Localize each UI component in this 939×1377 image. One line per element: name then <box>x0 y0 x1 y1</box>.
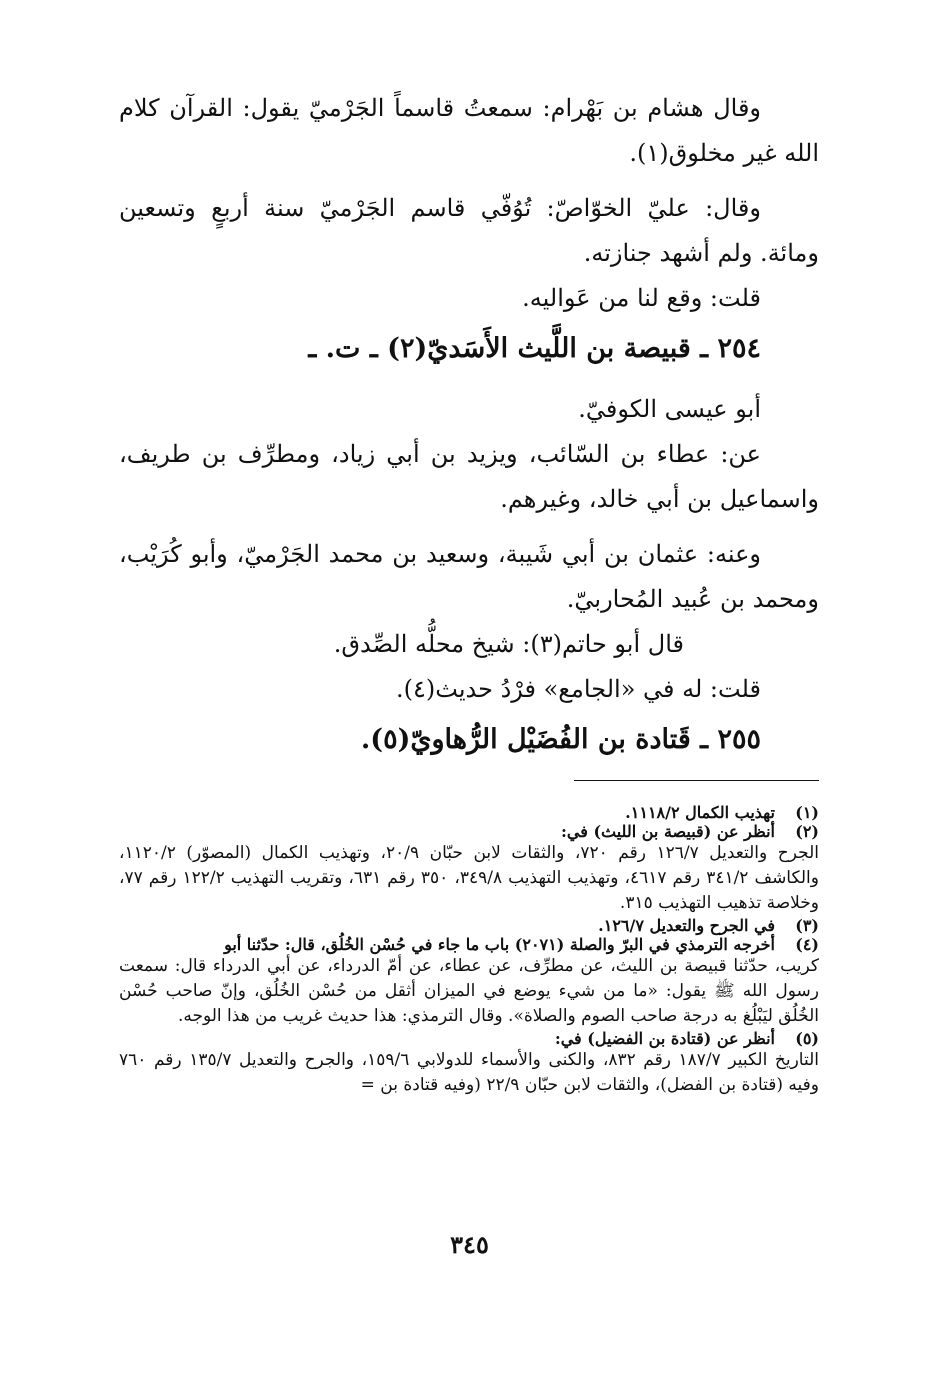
footnote-number: (٤) <box>795 935 819 954</box>
footnote-continuation: التاريخ الكبير ١٨٧/٧ رقم ٨٣٢، والكنى والأسماء للدولابي ١٥٩/٦، والجرح والتعديل ١٣٥/٧ رقم ٧٦٠ وفيه (قتادة بن الفضل)، والثقات لابن حبّان ٢٢/٩ (وفيه قتادة بن = <box>119 1050 819 1095</box>
entry-heading-254: ٢٥٤ ـ قبيصة بن اللَّيث الأَسَديّ(٢) ـ ت. ـ <box>308 333 761 364</box>
footnote-number: (١) <box>795 803 819 822</box>
footnote-number: (٣) <box>795 916 819 935</box>
paragraph-jami: قلت: له في «الجامع» فرْدُ حديث(٤). <box>396 675 761 703</box>
footnote-number: (٢) <box>795 822 819 841</box>
footnote-5 <box>119 1029 819 1048</box>
paragraph-teachers: عن: عطاء بن السّائب، ويزيد بن أبي زياد، ومطرِّف بن طريف، واسماعيل بن أبي خالد، وغيرهم. <box>119 440 819 513</box>
main-text <box>119 86 819 768</box>
footnote-continuation: الجرح والتعديل ١٢٦/٧ رقم ٧٢٠، والثقات لابن حبّان ٢٠/٩، وتهذيب الكمال (المصوّر) ١١٢٠/٢، والكاشف ٣٤١/٢ رقم ٤٦١٧، وتهذيب التهذيب ٣٤٩/٨، ٣٥٠ رقم ٦٣١، وتقريب التهذيب ١٢٢/٢ رقم ٧٧، وخلاصة تذهيب التهذيب ٣١٥. <box>119 843 819 913</box>
entry-heading-255: ٢٥٥ ـ قَتادة بن الفُضَيْل الرُّهاويّ(٥). <box>360 724 761 755</box>
page-number: ٣٤٥ <box>450 1230 489 1259</box>
footnote-text: أنظر عن (قتادة بن الفضيل) في: <box>554 1029 775 1048</box>
footnote-text: أخرجه الترمذي في البرّ والصلة (٢٠٧١) باب ما جاء في حُسْن الخُلُق، قال: حدّثنا أبو <box>224 935 775 954</box>
paragraph-abu-hatim: قال أبو حاتم(٣): شيخ محلُّه الصِّدق. <box>333 630 684 658</box>
footnote-text: في الجرح والتعديل ١٢٦/٧. <box>598 916 775 935</box>
footnote-3 <box>119 916 819 935</box>
footnote-2 <box>119 822 819 841</box>
footnote-continuation: كريب، حدّثنا قبيصة بن الليث، عن مطرِّف، عن عطاء، عن أمّ الدرداء، عن أبي الدرداء قال: سمعت رسول الله ﷺ يقول: «ما من شيء يوضع في الميزان أثقل من حُسْن الخُلُق، وإنّ صاحب حُسْن الخُلُق ليَبْلُغ به درجة صاحب الصوم والصلاة». وقال الترمذي: هذا حديث غريب من هذا الوجه. <box>119 956 819 1026</box>
page-body <box>119 86 819 1098</box>
footnote-4 <box>119 935 819 954</box>
footnote-separator <box>574 780 819 781</box>
footnote-1 <box>119 803 819 822</box>
paragraph-kunya: أبو عيسى الكوفيّ. <box>578 395 761 423</box>
paragraph-khawwas: وقال: عليّ الخوّاصّ: تُوُفّي قاسم الجَرْميّ سنة أربعٍ وتسعين ومائة. ولم أشهد جنازته. <box>119 194 819 267</box>
footnotes <box>119 803 819 1098</box>
paragraph-awalih: قلت: وقع لنا من عَواليه. <box>522 284 761 312</box>
paragraph-hisham: وقال هشام بن بَهْرام: سمعتُ قاسماً الجَرْميّ يقول: القرآن كلام الله غير مخلوق(١). <box>119 94 819 167</box>
footnote-number: (٥) <box>795 1029 819 1048</box>
footnote-text: أنظر عن (قبيصة بن الليث) في: <box>560 822 775 841</box>
footnote-text: تهذيب الكمال ١١١٨/٢. <box>625 803 775 822</box>
paragraph-students: وعنه: عثمان بن أبي شَيبة، وسعيد بن محمد الجَرْميّ، وأبو كُرَيْب، ومحمد بن عُبيد المُحاربيّ. <box>119 540 819 613</box>
